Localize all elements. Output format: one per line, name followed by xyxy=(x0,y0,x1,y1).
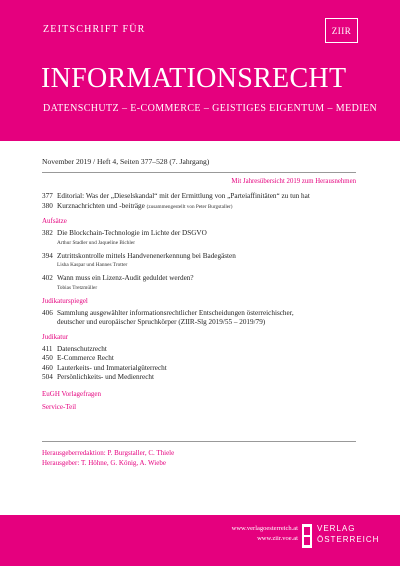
toc-page: 504 xyxy=(42,373,53,381)
toc-page: 450 xyxy=(42,354,53,362)
table-of-contents xyxy=(42,192,362,415)
toc-page: 380 xyxy=(42,201,53,210)
editors-block xyxy=(42,448,174,468)
toc-entry xyxy=(42,202,362,213)
journal-title: INFORMATIONSRECHT xyxy=(41,63,347,94)
header-band xyxy=(0,0,400,141)
toc-title: Sammlung ausgewählter informationsrechtlicher Entscheidungen österreichischer, xyxy=(57,308,294,317)
toc-title: Lauterkeits- und Immaterialgüterrecht xyxy=(57,363,167,372)
toc-title: Zutrittskontrolle mittels Handvenenerkennung bei Badegästen xyxy=(57,251,236,260)
section-eugh: EuGH Vorlagefragen xyxy=(42,389,102,398)
divider-top xyxy=(42,172,356,173)
footer-urls xyxy=(232,524,298,544)
toc-entry xyxy=(42,354,362,364)
toc-authors: Arthur Stadler und Jaqueline Bichler xyxy=(57,239,135,246)
toc-title: Kurznachrichten und -beiträge xyxy=(57,201,145,210)
footer-band xyxy=(0,515,400,566)
section-service: Service-Teil xyxy=(42,402,77,411)
toc-page: 394 xyxy=(42,251,53,260)
divider-bottom xyxy=(42,441,356,442)
toc-entry xyxy=(42,309,362,328)
publisher-url[interactable]: www.verlagoesterreich.at xyxy=(231,525,298,532)
toc-entry xyxy=(42,274,362,284)
toc-authors: Tobias Tretzmüller xyxy=(57,284,98,291)
toc-page: 377 xyxy=(42,192,53,200)
toc-title: Datenschutzrecht xyxy=(57,344,107,353)
series-label: ZEITSCHRIFT FÜR xyxy=(43,24,146,35)
toc-note: (zusammengestellt von Peter Burgstaller) xyxy=(146,203,233,210)
logo-line-verlag: VERLAG xyxy=(317,524,356,533)
toc-entry xyxy=(42,364,362,374)
toc-entry xyxy=(42,252,362,262)
publishers-line: Herausgeber: T. Höhne, G. König, A. Wiebe xyxy=(42,459,166,467)
toc-page: 406 xyxy=(42,308,53,317)
toc-page: 460 xyxy=(42,363,53,372)
toc-page: 402 xyxy=(42,274,53,282)
toc-page: 411 xyxy=(42,344,53,353)
journal-url[interactable]: www.ziir.voe.at xyxy=(257,535,298,542)
journal-badge: ZIIR xyxy=(325,18,358,43)
journal-subtitle: DATENSCHUTZ – E-COMMERCE – GEISTIGES EIGENTUM – MEDIEN xyxy=(43,103,378,114)
toc-page: 382 xyxy=(42,229,53,237)
publisher-logo-icon xyxy=(302,524,312,548)
section-judikaturspiegel: Judikaturspiegel xyxy=(42,296,88,305)
toc-title: Persönlichkeits- und Medienrecht xyxy=(57,373,155,381)
logo-line-oesterreich: ÖSTERREICH xyxy=(317,535,380,544)
toc-title: Die Blockchain-Technologie im Lichte der DSGVO xyxy=(57,229,207,237)
toc-entry xyxy=(42,192,362,202)
toc-authors: Lisha Kaspar und Hannes Trotter xyxy=(57,262,128,268)
toc-entry xyxy=(42,373,362,383)
publisher-logo-text xyxy=(317,523,379,545)
promo-text: Mit Jahresübersicht 2019 zum Herausnehmen xyxy=(231,178,356,185)
section-judikatur: Judikatur xyxy=(42,332,69,341)
section-aufsaetze: Aufsätze xyxy=(42,217,67,225)
issue-info: November 2019 / Heft 4, Seiten 377–528 (7. Jahrgang) xyxy=(42,157,210,166)
toc-title: Wann muss ein Lizenz-Audit geduldet werden? xyxy=(57,274,194,282)
toc-title-continued: deutscher und europäischer Spruchkörper (ZIIR-Slg 2019/55 – 2019/79) xyxy=(57,318,266,326)
toc-title: Editorial: Was der „Dieselskandal“ mit der Ermittlung von „Parteiaffinitäten“ zu tun hat xyxy=(57,192,310,200)
toc-entry xyxy=(42,229,362,239)
toc-title: E-Commerce Recht xyxy=(57,354,114,362)
toc-entry xyxy=(42,345,362,355)
editors-line: Herausgeberredaktion: P. Burgstaller, C. Thiele xyxy=(42,449,175,457)
